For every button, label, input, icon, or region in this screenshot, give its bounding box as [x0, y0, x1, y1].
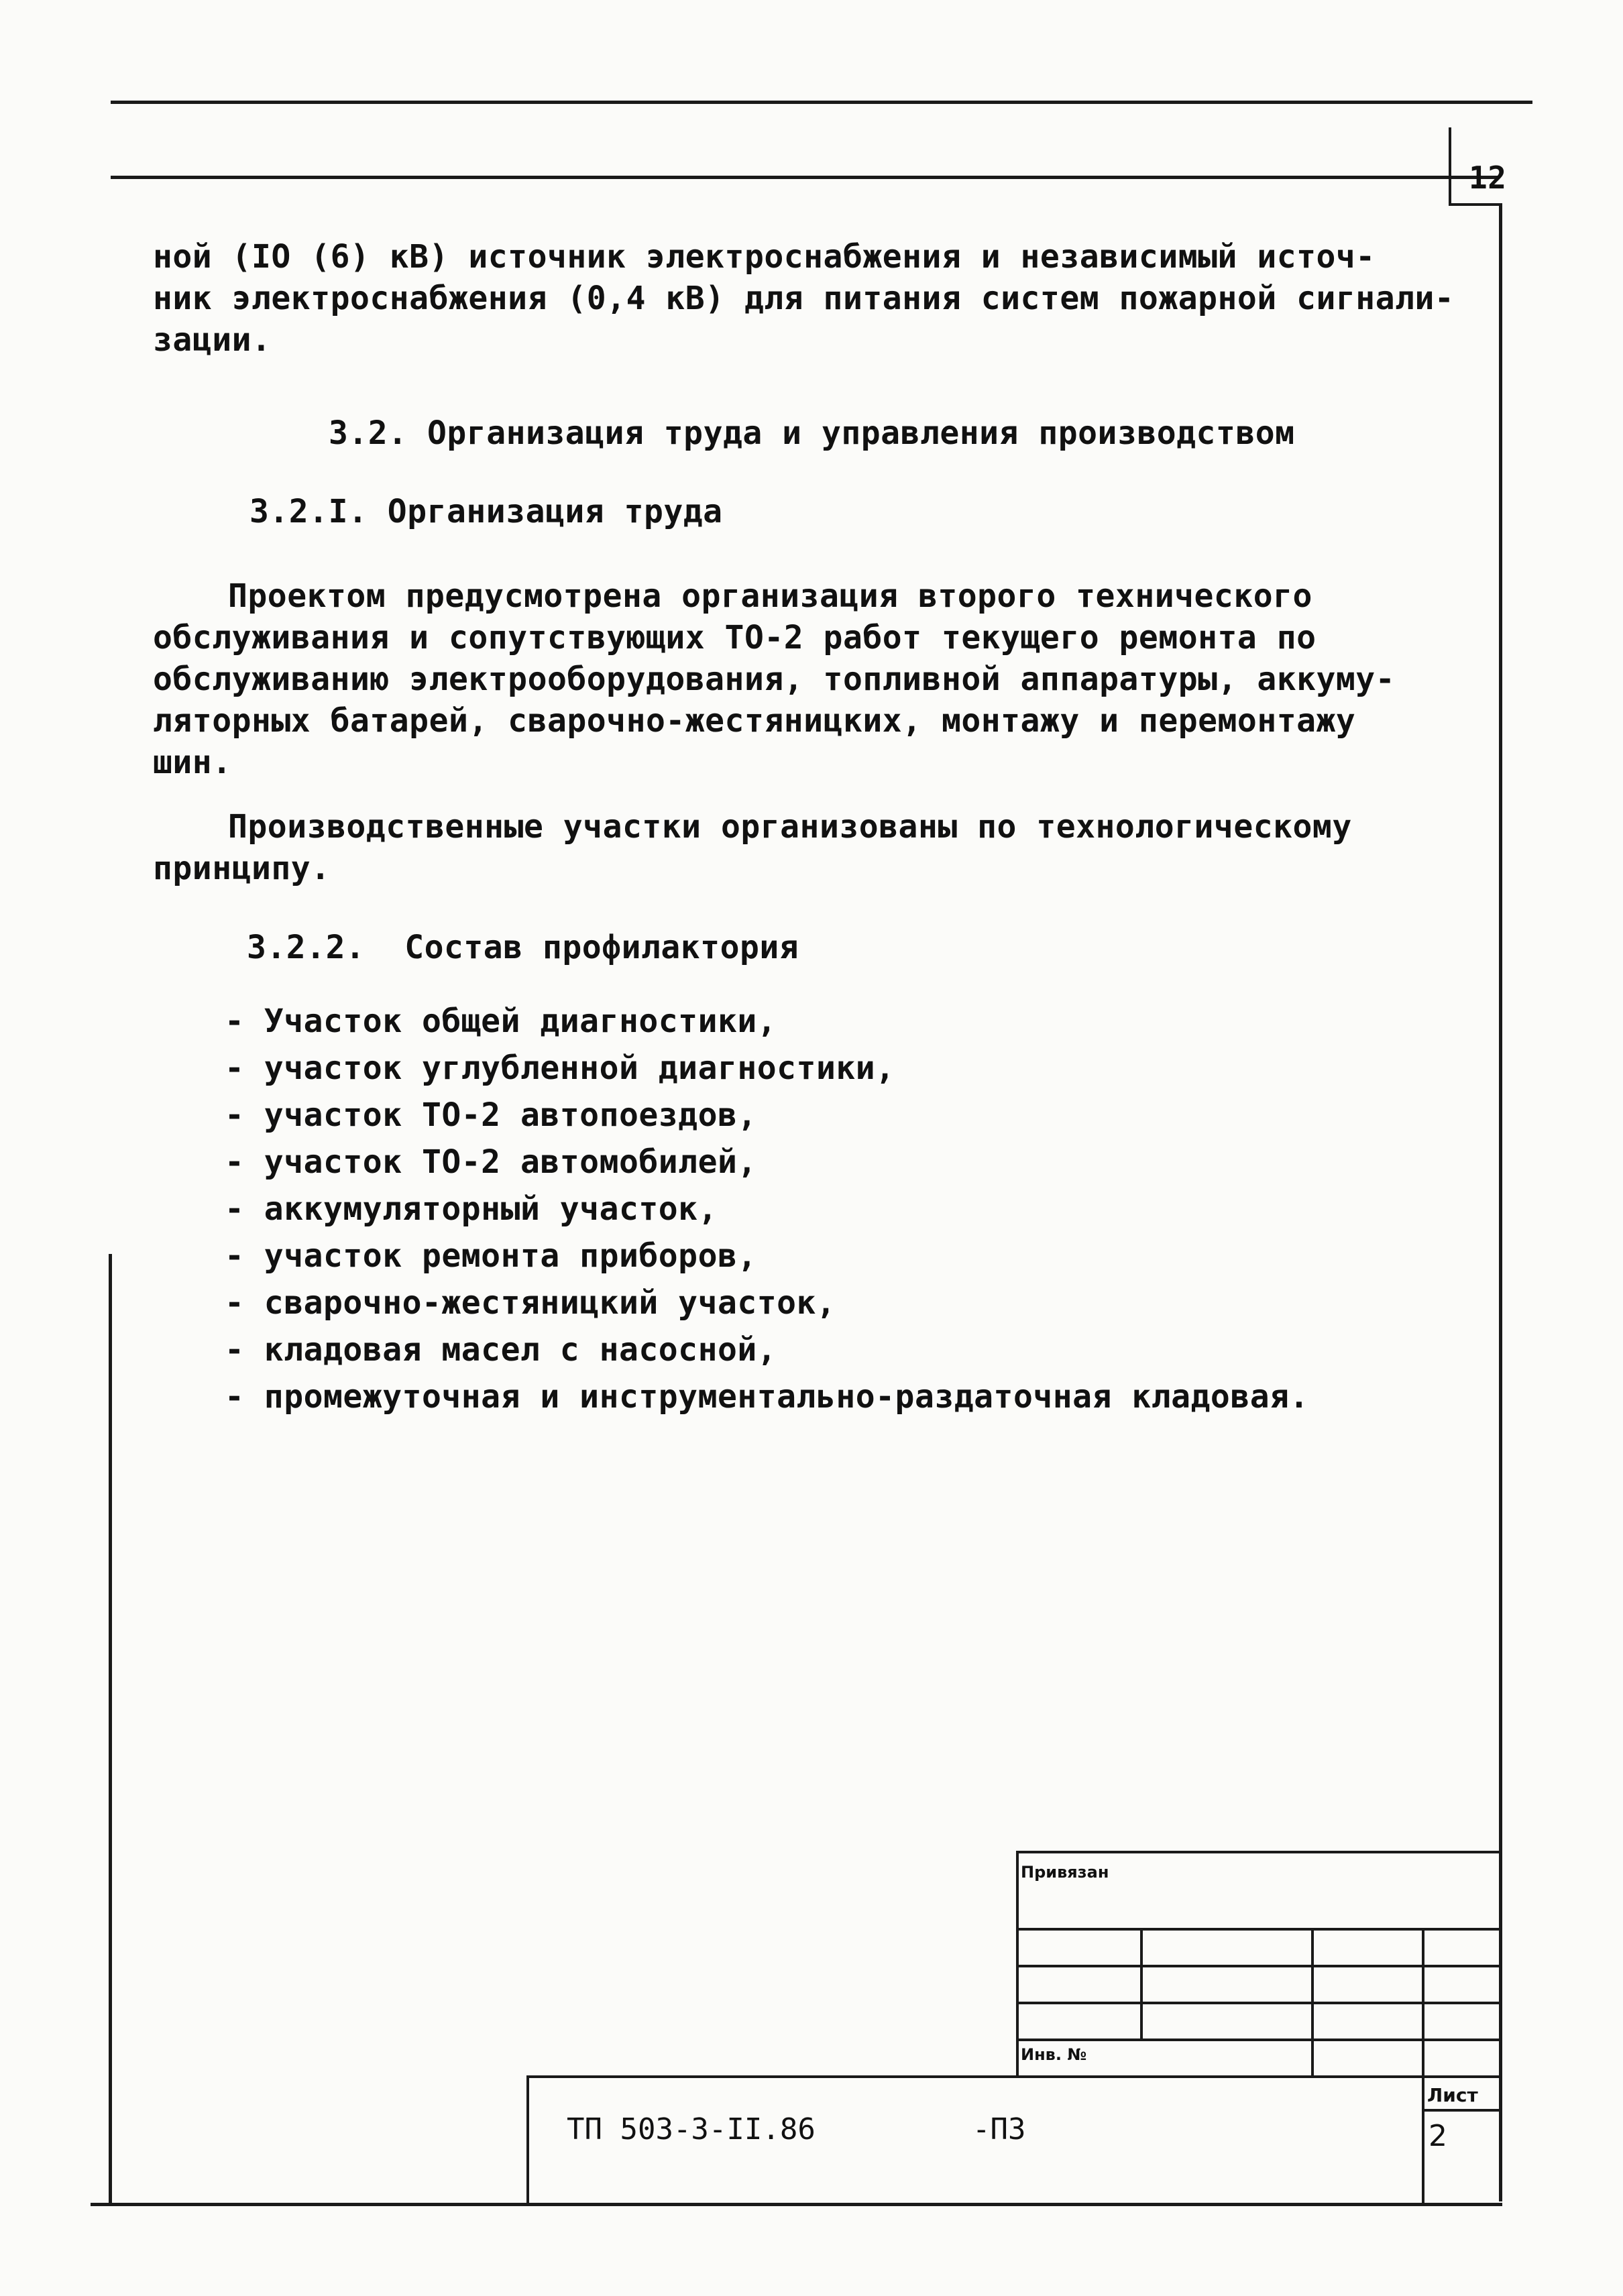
- list-item-4: - участок ТО-2 автомобилей,: [225, 1143, 757, 1181]
- sheet-number: 2: [1429, 2119, 1447, 2153]
- document-code: ТП 503-3-II.86: [567, 2112, 816, 2146]
- stamp-col-2: [1311, 1928, 1314, 2075]
- stamp-col-3: [1422, 1928, 1424, 2075]
- paragraph-1-line-3: обслуживанию электрооборудования, топливной аппаратуры, аккуму-: [153, 661, 1396, 698]
- paragraph-1-line-2: обслуживания и сопутствующих ТО-2 работ текущего ремонта по: [153, 619, 1317, 656]
- paragraph-1-line-5: шин.: [153, 744, 232, 781]
- page-number-box-bottom: [1449, 203, 1502, 206]
- list-item-2: - участок углубленной диагностики,: [225, 1049, 895, 1087]
- left-frame-line: [109, 1254, 112, 2206]
- document-suffix: -ПЗ: [972, 2112, 1026, 2146]
- subsection-2-heading: 3.2.2. Состав профилактория: [247, 929, 799, 966]
- privyazan-label: Привязан: [1021, 1863, 1109, 1882]
- stamp-row-1: [1016, 1928, 1502, 1931]
- list-item-5: - аккумуляторный участок,: [225, 1190, 718, 1228]
- paragraph-2-line-1: Производственные участки организованы по технологическому: [228, 808, 1352, 846]
- list-item-1: - Участок общей диагностики,: [225, 1002, 777, 1040]
- subsection-1-heading: 3.2.I. Организация труда: [249, 493, 723, 530]
- top-rule-lower: [111, 176, 1499, 179]
- list-item-3: - участок ТО-2 автопоездов,: [225, 1096, 757, 1134]
- list-item-8: - кладовая масел с насосной,: [225, 1331, 777, 1369]
- stamp-row-3: [1016, 2002, 1502, 2004]
- intro-line-3: зации.: [153, 321, 272, 359]
- intro-line-2: ник электроснабжения (0,4 кВ) для питания систем пожарной сигнали-: [153, 280, 1455, 317]
- stamp-row-2: [1016, 1965, 1502, 1967]
- list-item-6: - участок ремонта приборов,: [225, 1237, 757, 1275]
- main-stamp-left: [526, 2075, 529, 2204]
- stamp-col-1: [1140, 1928, 1143, 2039]
- sheet-box-divider: [1422, 2109, 1502, 2112]
- sheet-box-left: [1422, 2075, 1424, 2204]
- stamp-left: [1016, 1851, 1019, 2075]
- list-item-9: - промежуточная и инструментально-раздаточная кладовая.: [225, 1378, 1309, 1416]
- intro-line-1: ной (IO (6) кВ) источник электроснабжения и независимый источ-: [153, 238, 1376, 276]
- page-number-box-left: [1449, 127, 1451, 205]
- stamp-row-4: [1016, 2039, 1502, 2041]
- list-item-7: - сварочно-жестяницкий участок,: [225, 1284, 836, 1322]
- top-rule-upper: [111, 101, 1532, 104]
- page-number: 12: [1469, 160, 1507, 196]
- section-heading: 3.2. Организация труда и управления производством: [329, 414, 1295, 452]
- right-frame-line: [1499, 203, 1502, 2201]
- stamp-top: [1016, 1851, 1502, 1853]
- paragraph-1-line-4: ляторных батарей, сварочно-жестяницких, монтажу и перемонтажу: [153, 702, 1356, 740]
- bottom-frame-line: [91, 2203, 1502, 2206]
- paragraph-2-line-2: принципу.: [153, 850, 331, 887]
- main-stamp-top: [526, 2075, 1502, 2078]
- inv-label: Инв. №: [1021, 2045, 1087, 2064]
- sheet-label: Лист: [1427, 2084, 1478, 2106]
- paragraph-1-line-1: Проектом предусмотрена организация второго технического: [228, 577, 1312, 615]
